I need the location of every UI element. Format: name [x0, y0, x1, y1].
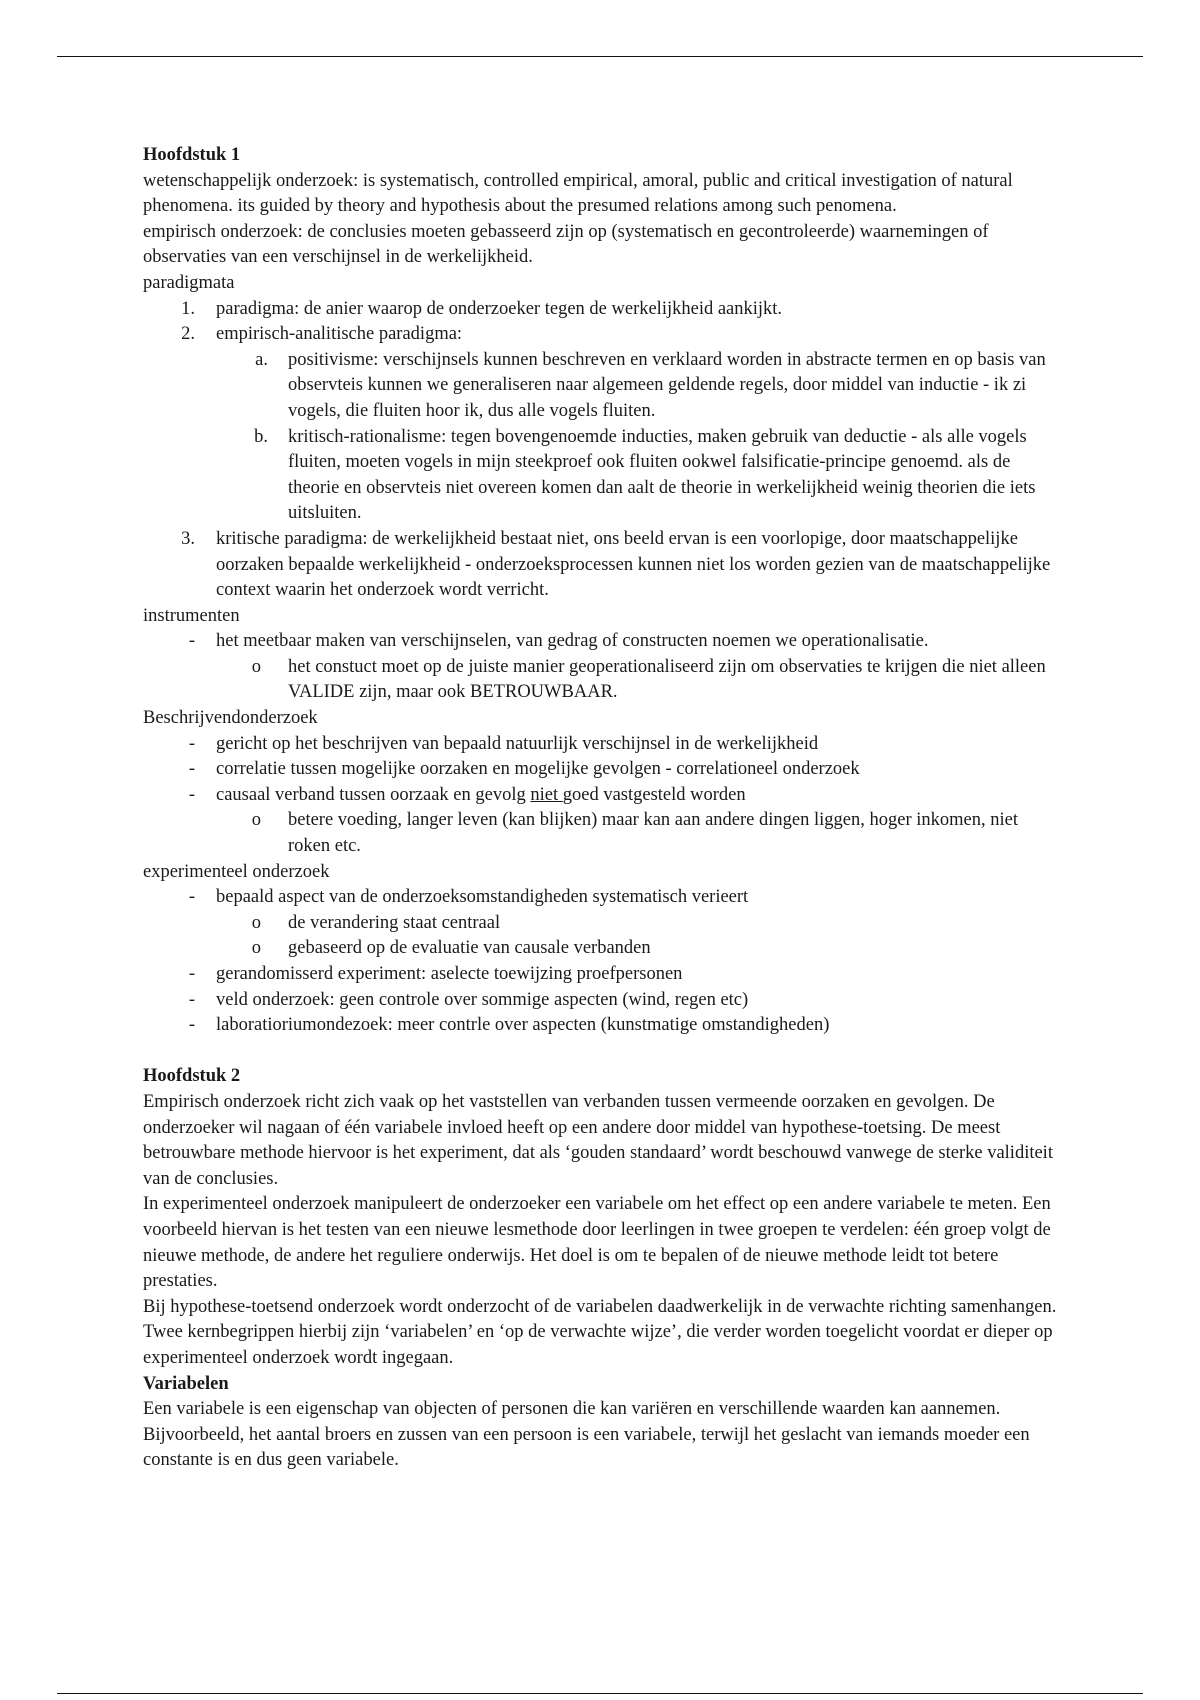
bullet-circle: o	[251, 938, 261, 959]
list-item	[143, 348, 1063, 425]
list-item	[143, 962, 1063, 988]
list-item-text-after: goed vastgesteld worden	[562, 784, 746, 805]
list-item	[143, 732, 1063, 758]
bullet-dash: -	[188, 631, 195, 652]
list-item-text: gerandomisserd experiment: aselecte toewijzing proefpersonen	[216, 964, 683, 984]
list-item	[143, 655, 1063, 706]
list-item	[143, 988, 1063, 1014]
list-marker: 2.	[181, 324, 195, 345]
list-item-text: het constuct moet op de juiste manier geoperationaliseerd zijn om observaties te krijgen die niet alleen VALIDE zijn, maar ook BETROUWBAAR.	[288, 656, 1046, 703]
list-item	[143, 885, 1063, 911]
subheading-variabelen: Variabelen	[143, 1373, 229, 1394]
list-item-text-before: causaal verband tussen oorzaak en gevolg	[216, 784, 531, 805]
list-item-text: bepaald aspect van de onderzoeksomstandigheden systematisch verieert	[216, 887, 749, 908]
bullet-dash: -	[188, 733, 195, 754]
list-item	[143, 783, 1063, 809]
footer-rule	[57, 1693, 1143, 1694]
bullet-dash: -	[188, 964, 195, 984]
list-item	[143, 911, 1063, 937]
section-label-paradigmata: paradigmata	[143, 272, 235, 293]
list-item-text: correlatie tussen mogelijke oorzaken en mogelijke gevolgen - correlationeel onderzoek	[216, 759, 860, 780]
list-item-text: veld onderzoek: geen controle over sommige aspecten (wind, regen etc)	[216, 989, 749, 1010]
list-item	[143, 297, 1063, 323]
list-marker: 1.	[181, 298, 195, 319]
list-marker: a.	[255, 349, 268, 370]
list-item	[143, 936, 1063, 962]
list-item	[143, 527, 1063, 604]
list-item-text: betere voeding, langer leven (kan blijken) maar kan aan andere dingen liggen, hoger inkomen, niet roken etc.	[288, 810, 1018, 857]
list-item	[143, 425, 1063, 527]
list-item-text: kritische paradigma: de werkelijkheid bestaat niet, ons beeld ervan is een voorlopige, door maatschappelijke oorzaken bepaalde werkelijkheid - onderzoeksprocessen kunnen niet los worden gezien van de maatschappelijke context waarin het onderzoek wordt verricht.	[216, 528, 1051, 601]
paragraph-chapter2-2: In experimenteel onderzoek manipuleert de onderzoeker een variabele om het effect op een andere variabele te meten. Een voorbeeld hiervan is het testen van een nieuwe lesmethode door leerlingen in twee groepen te verdelen: één groep volgt de nieuwe methode, de andere het reguliere onderwijs. Het doel is om te bepalen of de nieuwe methode leidt tot betere prestaties.	[143, 1194, 1051, 1292]
document-body	[143, 143, 1063, 1474]
list-item	[143, 629, 1063, 655]
list-marker: 3.	[181, 528, 195, 549]
chapter-2-heading: Hoofdstuk 2	[143, 1066, 241, 1087]
list-item-text: gericht op het beschrijven van bepaald natuurlijk verschijnsel in de werkelijkheid	[216, 733, 819, 754]
list-item-text: empirisch-analitische paradigma:	[216, 324, 463, 345]
paragraph-chapter2-3: Bij hypothese-toetsend onderzoek wordt onderzocht of de variabelen daadwerkelijk in de verwachte richting samenhangen. Twee kernbegrippen hierbij zijn ‘variabelen’ en ‘op de verwachte wijze’, die verder worden toegelicht voordat er dieper op experimenteel onderzoek wordt ingegaan.	[143, 1296, 1057, 1368]
bullet-dash: -	[188, 1015, 195, 1036]
list-item-text: kritisch-rationalisme: tegen bovengenoemde inducties, maken gebruik van deductie - als alle vogels fluiten, moeten vogels in mijn steekproef ook fluiten ookwel falsificatie-principe genoemd. als de theorie en observteis niet overeen komen dan aalt de theorie in werkelijkheid weinig theorien die iets uitsluiten.	[288, 426, 1036, 524]
bullet-dash: -	[188, 989, 195, 1010]
list-item-text: laboratioriumondezoek: meer contrle over aspecten (kunstmatige omstandigheden)	[216, 1015, 830, 1036]
bullet-dash: -	[188, 784, 195, 805]
list-item	[143, 322, 1063, 348]
paragraph-spacer	[143, 1039, 1063, 1065]
bullet-circle: o	[251, 810, 261, 831]
bullet-circle: o	[251, 656, 261, 677]
header-rule	[57, 56, 1143, 57]
section-label-beschrijvend: Beschrijvendonderzoek	[143, 708, 318, 729]
underlined-word: niet	[530, 784, 563, 805]
bullet-circle: o	[251, 912, 261, 933]
bullet-dash: -	[188, 887, 195, 908]
list-item	[143, 808, 1063, 859]
paragraph-chapter2-4: Een variabele is een eigenschap van objecten of personen die kan variëren en verschillende waarden kan aannemen. Bijvoorbeeld, het aantal broers en zussen van een persoon is een variabele, terwijl het geslacht van iemands moeder een constante is en dus geen variabele.	[143, 1399, 1030, 1471]
paragraph-empirisch: empirisch onderzoek: de conclusies moeten gebasseerd zijn op (systematisch en gecontroleerde) waarnemingen of observaties van een verschijnsel in de werkelijkheid.	[143, 221, 989, 268]
list-item	[143, 1013, 1063, 1039]
list-item-text: positivisme: verschijnsels kunnen beschreven en verklaard worden in abstracte termen en op basis van observteis kunnen we generaliseren naar algemeen geldende regels, door middel van inductie - ik zi vogels, die fluiten hoor ik, dus alle vogels fluiten.	[288, 349, 1046, 421]
paragraph-wetenschappelijk: wetenschappelijk onderzoek: is systematisch, controlled empirical, amoral, public and critical investigation of natural phenomena. its guided by theory and hypothesis about the presumed relations among such penomena.	[143, 170, 1013, 217]
chapter-1-heading: Hoofdstuk 1	[143, 145, 241, 165]
bullet-dash: -	[188, 759, 195, 780]
list-marker: b.	[254, 426, 268, 447]
list-item-text: de verandering staat centraal	[288, 912, 501, 933]
list-item-text: gebaseerd op de evaluatie van causale verbanden	[288, 938, 651, 959]
list-item-text: paradigma: de anier waarop de onderzoeker tegen de werkelijkheid aankijkt.	[216, 298, 783, 319]
section-label-instrumenten: instrumenten	[143, 605, 240, 626]
paragraph-chapter2-1: Empirisch onderzoek richt zich vaak op het vaststellen van verbanden tussen vermeende oorzaken en gevolgen. De onderzoeker wil nagaan of één variabele invloed heeft op een andere door middel van hypothese-toetsing. De meest betrouwbare methode hiervoor is het experiment, dat als ‘gouden standaard’ wordt beschouwd vanwege de sterke validiteit van de conclusies.	[143, 1091, 1053, 1189]
section-label-experimenteel: experimenteel onderzoek	[143, 861, 330, 882]
list-item-text: het meetbaar maken van verschijnselen, van gedrag of constructen noemen we operationalisatie.	[216, 631, 929, 652]
list-item	[143, 757, 1063, 783]
